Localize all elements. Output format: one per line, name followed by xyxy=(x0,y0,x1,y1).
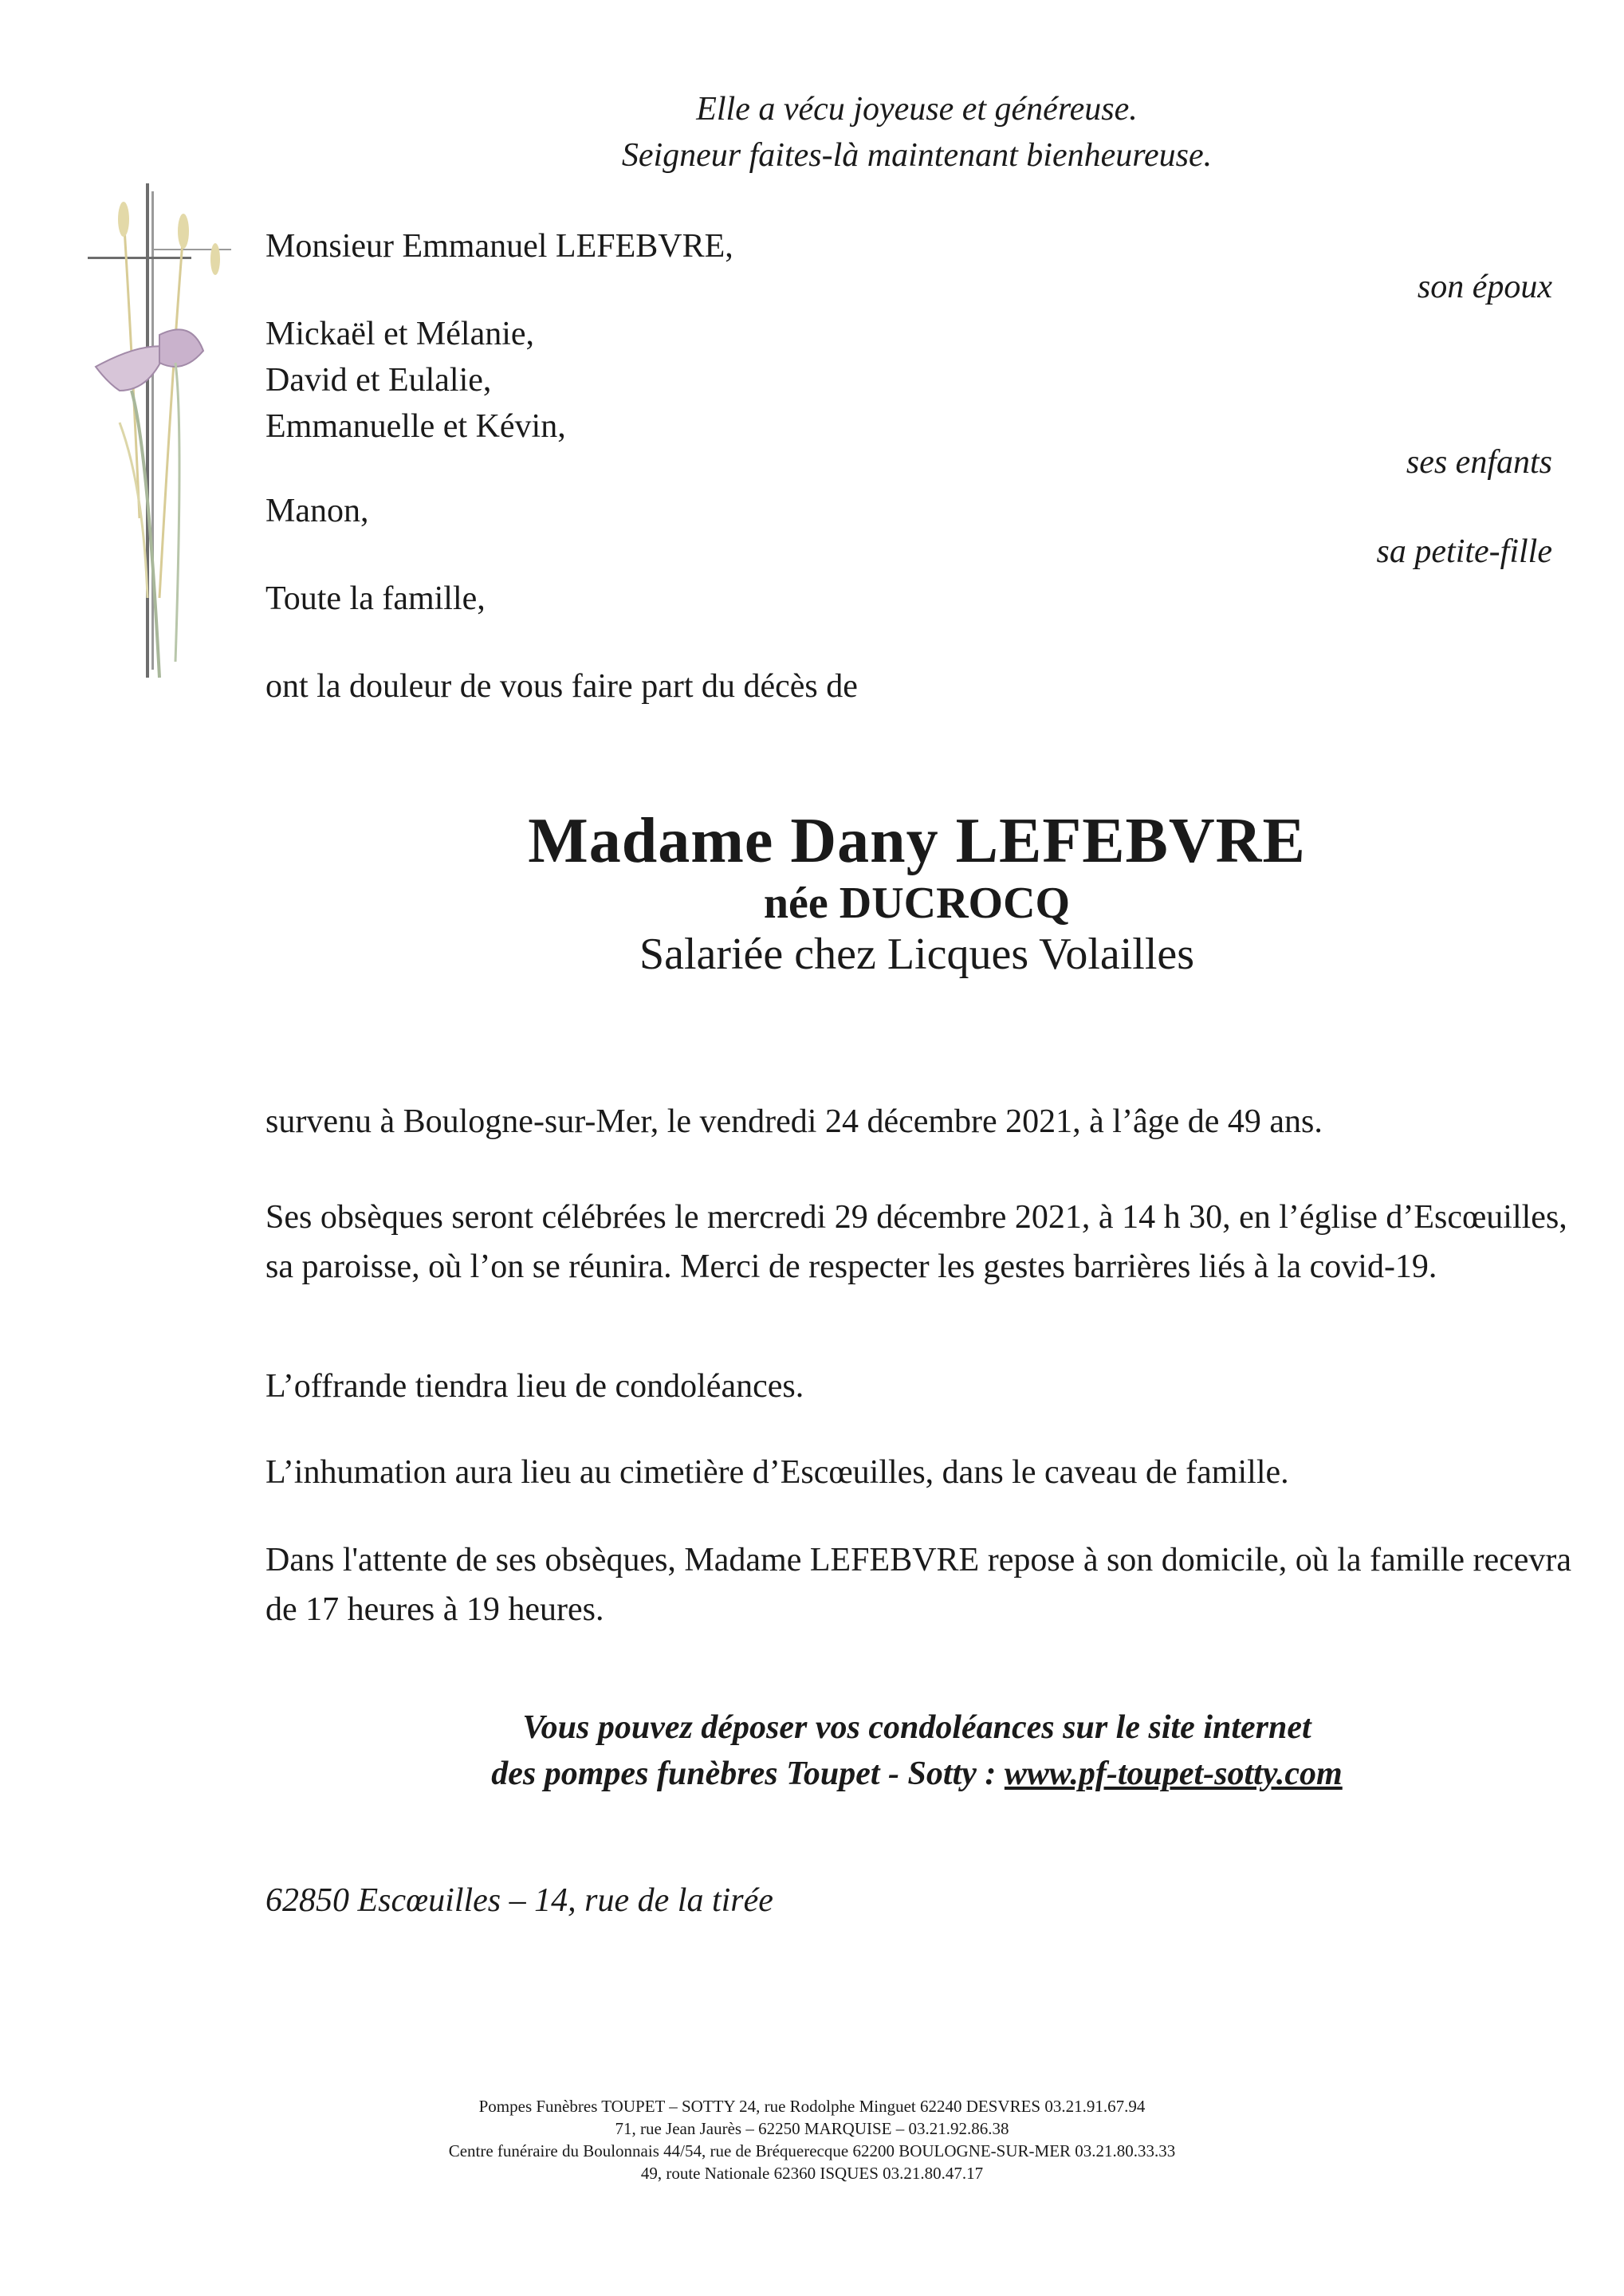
condolences-prefix: des pompes funèbres Toupet - Sotty : xyxy=(491,1755,1005,1792)
announcement: ont la douleur de vous faire part du décès de xyxy=(265,668,858,705)
wake-paragraph: Dans l'attente de ses obsèques, Madame LEFEBVRE repose à son domicile, où la famille recevra de 17 heures à 19 heures. xyxy=(265,1542,1572,1628)
condolences-line-2 xyxy=(0,1751,1624,1797)
spouse-name: Monsieur Emmanuel LEFEBVRE, xyxy=(265,228,733,265)
deceased-block xyxy=(0,805,1624,980)
child-couple-1: Mickaël et Mélanie, xyxy=(265,316,535,352)
burial-paragraph: L’inhumation aura lieu au cimetière d’Escœuilles, dans le caveau de famille. xyxy=(265,1454,1289,1491)
death-paragraph: survenu à Boulogne-sur-Mer, le vendredi 24 décembre 2021, à l’âge de 49 ans. xyxy=(265,1103,1323,1140)
occupation: Salariée chez Licques Volailles xyxy=(639,930,1195,979)
website-link[interactable]: www.pf-toupet-sotty.com xyxy=(1004,1755,1343,1792)
funeral-paragraph: Ses obsèques seront célébrées le mercredi 29 décembre 2021, à 14 h 30, en l’église d’Escœuilles, sa paroisse, où l’on se réunira. Merci de respecter les gestes barrières liés à la covid-19. xyxy=(265,1199,1567,1285)
footer-line-2: 71, rue Jean Jaurès – 62250 MARQUISE – 03.21.92.86.38 xyxy=(615,2119,1009,2138)
granddaughter-relation: sa petite-fille xyxy=(1376,533,1552,570)
cross-lily-illustration xyxy=(64,183,247,694)
cross-lily-icon xyxy=(64,183,247,694)
birth-name: née DUCROCQ xyxy=(763,879,1071,928)
footer-line-3: Centre funéraire du Boulonnais 44/54, rue de Bréquerecque 62200 BOULOGNE-SUR-MER 03.21.80.33.33 xyxy=(448,2141,1176,2160)
footer-line-4: 49, route Nationale 62360 ISQUES 03.21.80.47.17 xyxy=(640,2164,984,2183)
child-couple-2: David et Eulalie, xyxy=(265,362,492,399)
deceased-name: Madame Dany LEFEBVRE xyxy=(528,806,1306,876)
epigraph xyxy=(0,86,1624,179)
all-family: Toute la famille, xyxy=(265,580,486,617)
funeral-home-footer xyxy=(0,2095,1624,2184)
offering-paragraph: L’offrande tiendra lieu de condoléances. xyxy=(265,1368,804,1405)
child-couple-3: Emmanuelle et Kévin, xyxy=(265,408,566,445)
children-list xyxy=(265,311,566,450)
spouse-relation: son époux xyxy=(1417,269,1552,305)
home-address: 62850 Escœuilles – 14, rue de la tirée xyxy=(265,1882,773,1919)
condolences-notice xyxy=(0,1704,1624,1797)
epigraph-line-1: Elle a vécu joyeuse et généreuse. xyxy=(696,91,1138,128)
children-relation: ses enfants xyxy=(1406,444,1552,481)
granddaughter-name: Manon, xyxy=(265,493,369,529)
epigraph-line-2: Seigneur faites-là maintenant bienheureuse. xyxy=(621,137,1213,174)
condolences-line-1: Vous pouvez déposer vos condoléances sur le site internet xyxy=(522,1709,1311,1746)
footer-line-1: Pompes Funèbres TOUPET – SOTTY 24, rue Rodolphe Minguet 62240 DESVRES 03.21.91.67.94 xyxy=(478,2097,1146,2116)
